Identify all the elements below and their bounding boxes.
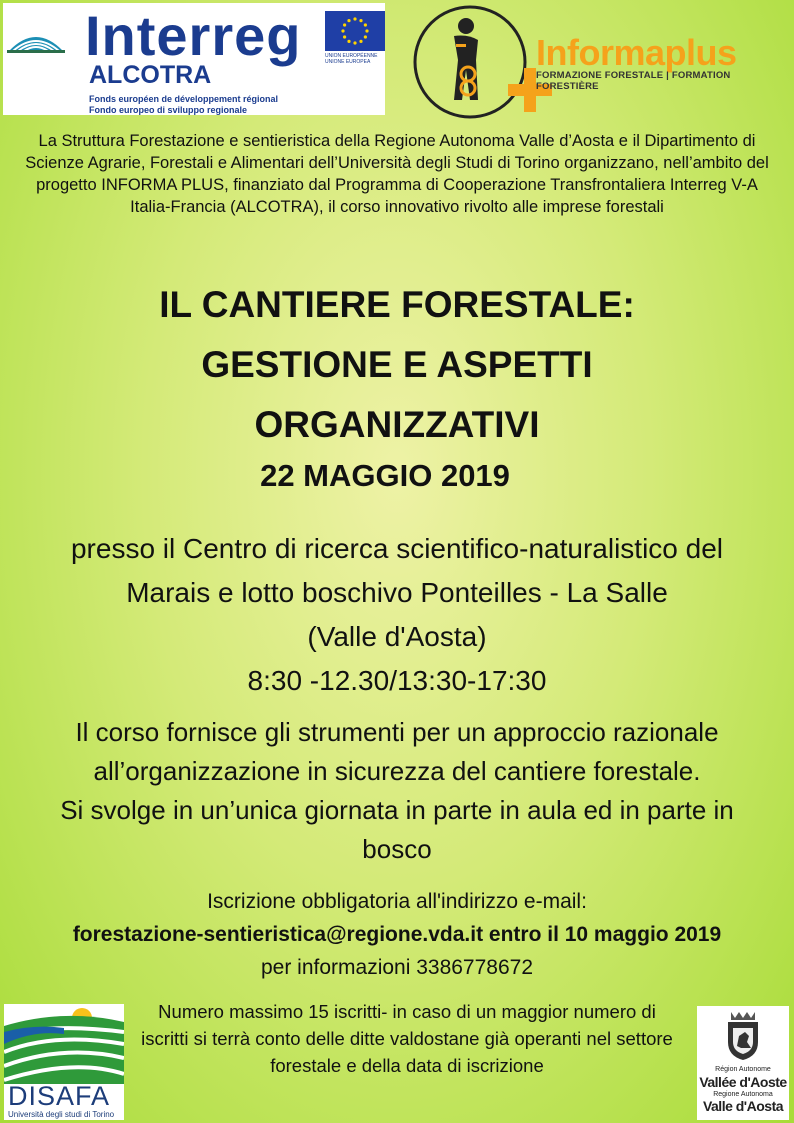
registration-phone: per informazioni 3386778672 xyxy=(260,956,534,979)
eu-star xyxy=(353,17,356,20)
intro-paragraph: La Struttura Forestazione e sentieristica della Regione Autonoma Valle d’Aosta e il Dipartimento di Scienze Agrarie, Forestali e Alimentari dell’Università degli Studi di Torino organizzano, nell’ambito del progetto INFORMA PLUS, finanziato dal Programma di Cooperazione Transfrontaliera Interreg V-A Italia-Francia (ALCOTRA), il corso innovativo rivolto alle imprese forestali xyxy=(25,132,769,216)
eu-star xyxy=(364,35,367,38)
registration-info xyxy=(10,885,784,984)
coat-of-arms-icon xyxy=(725,1010,761,1062)
eu-star xyxy=(341,29,344,32)
registration-label: Iscrizione obbligatoria all'indirizzo e-mail: xyxy=(207,890,587,913)
region-fr-big: Vallée d'Aoste xyxy=(699,1074,787,1090)
location-line-1: presso il Centro di ricerca scientifico-naturalistico del xyxy=(70,533,724,564)
disafa-subtitle: Università degli studi di Torino xyxy=(8,1110,115,1119)
title-line-2: GESTIONE E ASPETTI xyxy=(201,344,593,385)
location-line-3: (Valle d'Aosta) xyxy=(307,621,487,652)
course-title xyxy=(20,275,774,455)
interreg-wordmark: Interreg xyxy=(85,4,302,67)
fonds-fr: Fonds européen de développement régional xyxy=(89,94,279,104)
course-description xyxy=(10,713,784,869)
eu-star xyxy=(353,41,356,44)
description-line-1: Il corso fornisce gli strumenti per un approccio razionale xyxy=(75,717,719,747)
region-fr-small: Région Autonome xyxy=(715,1066,771,1073)
eu-star xyxy=(343,23,346,26)
fonds-caption xyxy=(89,94,278,116)
informaplus-subtitle: FORMAZIONE FORESTALE | FORMATION FORESTIÈRE xyxy=(536,70,731,92)
course-location xyxy=(10,527,784,703)
informaplus-logo xyxy=(412,4,792,122)
region-it-small: Regione Autonoma xyxy=(713,1091,773,1098)
eu-star xyxy=(364,23,367,26)
eu-star xyxy=(347,19,350,22)
disafa-logo xyxy=(4,1004,124,1120)
fondo-it: Fondo europeo di sviluppo regionale xyxy=(89,105,248,115)
participant-limit-note: Numero massimo 15 iscritti- in caso di un maggior numero di iscritti si terrà conto delle ditte valdostane già operanti nel settore forestale e della data di iscrizione xyxy=(141,1001,673,1076)
eu-caption-fr: UNION EUROPÉENNE xyxy=(325,53,378,59)
eu-star xyxy=(343,35,346,38)
sun-arc-icon xyxy=(7,25,65,53)
alcotra-label: ALCOTRA xyxy=(89,61,212,89)
course-date: 22 MAGGIO 2019 xyxy=(260,458,510,493)
informaplus-wordmark: Informaplus xyxy=(536,32,737,73)
description-line-4: bosco xyxy=(362,834,432,864)
registration-email[interactable]: forestazione-sentieristica@regione.vda.it entro il 10 maggio 2019 xyxy=(72,923,722,946)
eu-caption-it: UNIONE EUROPEA xyxy=(325,59,371,65)
location-line-2: Marais e lotto boschivo Ponteilles - La Salle xyxy=(126,577,668,608)
region-valle-aosta-logo xyxy=(697,1006,789,1120)
course-hours: 8:30 -12.30/13:30-17:30 xyxy=(247,665,547,696)
interreg-alcotra-logo xyxy=(3,3,385,115)
title-line-3: ORGANIZZATIVI xyxy=(254,404,540,445)
title-line-1: IL CANTIERE FORESTALE: xyxy=(159,284,635,325)
field-landscape-icon xyxy=(4,1004,124,1084)
eu-star xyxy=(359,19,362,22)
eu-star xyxy=(347,40,350,43)
description-line-3: Si svolge in un’unica giornata in parte in aula ed in parte in xyxy=(60,795,734,825)
description-line-2: all’organizzazione in sicurezza del cantiere forestale. xyxy=(93,756,701,786)
disafa-wordmark: DISAFA xyxy=(8,1081,111,1111)
eu-caption xyxy=(325,53,378,65)
eu-star xyxy=(359,40,362,43)
eu-flag-icon xyxy=(325,11,385,51)
eu-star xyxy=(365,29,368,32)
region-it-big: Valle d'Aosta xyxy=(702,1098,784,1114)
